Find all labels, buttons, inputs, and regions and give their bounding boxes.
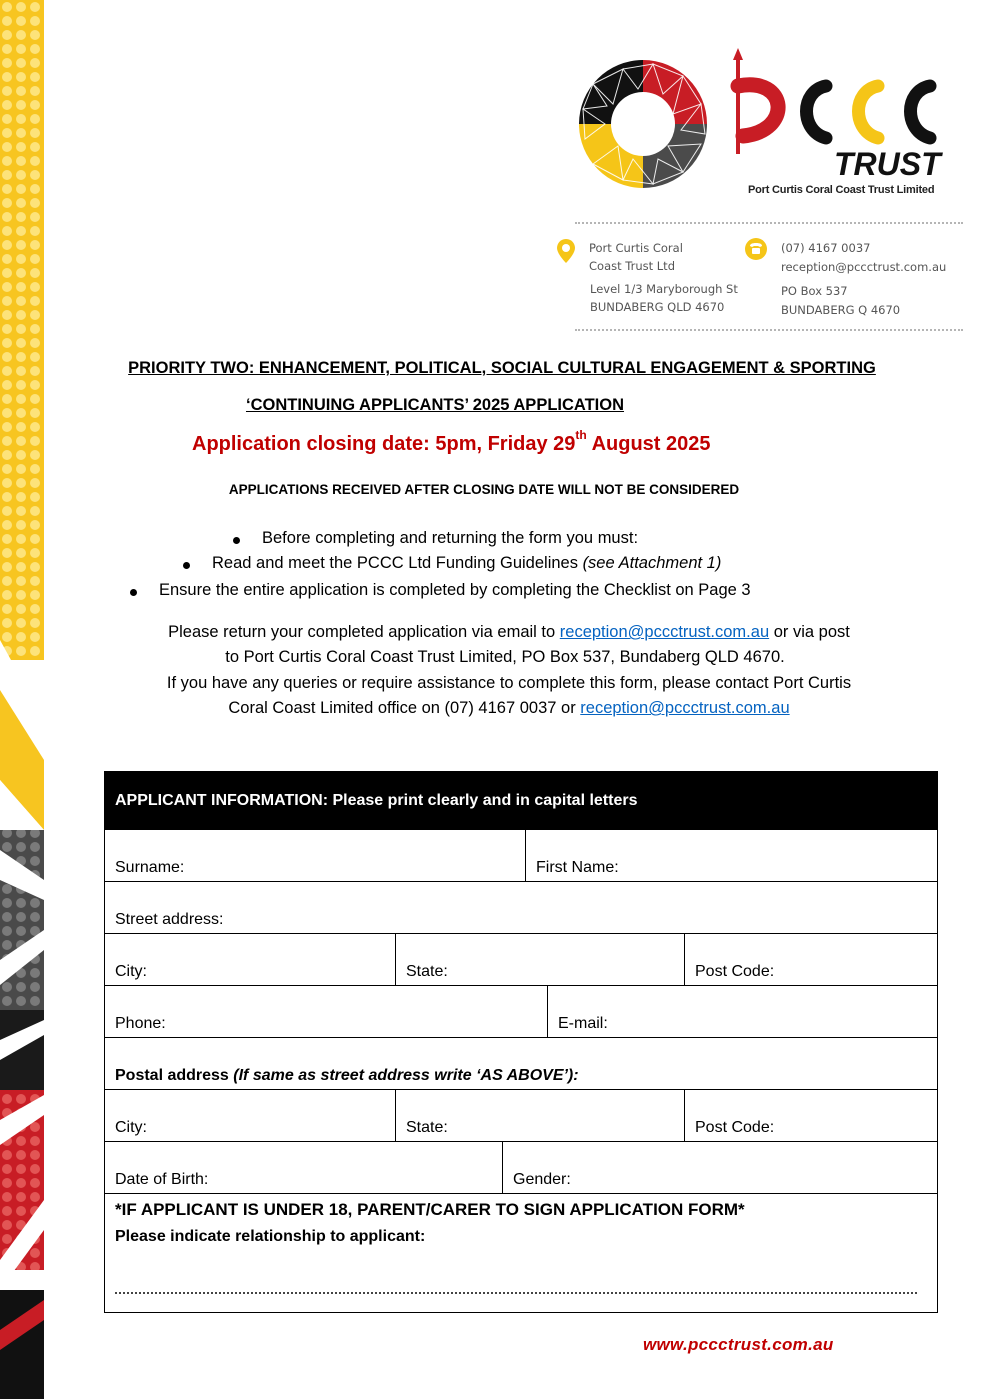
bullet-icon	[130, 589, 137, 596]
street-address-field[interactable]	[105, 882, 937, 933]
instructions-line-1-post: or via post	[769, 623, 850, 641]
contact-po-city: BUNDABERG Q 4670	[781, 303, 901, 317]
post-code-label: Post Code:	[695, 963, 775, 980]
street-address-label: Street address:	[115, 911, 224, 928]
continuing-applicants-heading: ‘CONTINUING APPLICANTS’ 2025 APPLICATION	[245, 396, 625, 414]
postal-address-field[interactable]	[105, 1038, 937, 1089]
postal-city-label: City:	[115, 1119, 147, 1136]
form-row-postal-city	[105, 1089, 937, 1141]
email-link[interactable]: reception@pccctrust.com.au	[580, 699, 790, 717]
closing-date	[192, 428, 711, 456]
email-label: E-mail:	[558, 1015, 608, 1032]
postal-address-label	[115, 1067, 579, 1085]
relationship-label: Please indicate relationship to applicant:	[115, 1228, 426, 1245]
closing-date-suffix: August 2025	[586, 433, 711, 455]
pccc-trust-logo	[578, 46, 950, 206]
contact-bottom-divider	[575, 329, 963, 331]
website-link[interactable]: www.pccctrust.com.au	[643, 1335, 834, 1354]
phone-field[interactable]	[105, 986, 547, 1037]
postal-address-hint: (If same as street address write ‘AS ABOVE’):	[233, 1067, 579, 1084]
decorative-side-band	[0, 0, 44, 1399]
first-name-label: First Name:	[536, 859, 619, 876]
instructions-line-1	[44, 623, 974, 642]
postal-post-code-label: Post Code:	[695, 1119, 775, 1136]
city-label: City:	[115, 963, 147, 980]
contact-address-line1: Level 1/3 Maryborough St	[590, 282, 738, 296]
contact-address-line2: BUNDABERG QLD 4670	[590, 300, 725, 314]
email-field[interactable]	[547, 986, 937, 1037]
city-field[interactable]	[105, 934, 395, 985]
instructions-line-4	[44, 699, 974, 718]
bullet-item-funding-guidelines-text: Read and meet the PCCC Ltd Funding Guidelines	[212, 554, 583, 572]
postal-state-field[interactable]	[395, 1090, 684, 1141]
form-row-street	[105, 881, 937, 933]
postal-address-label-text: Postal address	[115, 1067, 234, 1084]
telephone-icon	[744, 237, 768, 261]
logo-trust-text: TRUST	[834, 146, 941, 182]
closing-date-prefix: Application closing date: 5pm, Friday 29	[192, 433, 576, 455]
form-row-contact	[105, 985, 937, 1037]
first-name-field[interactable]	[525, 830, 937, 881]
form-header: APPLICANT INFORMATION: Please print clearly and in capital letters	[105, 772, 937, 829]
postal-city-field[interactable]	[105, 1090, 395, 1141]
gender-label: Gender:	[513, 1171, 571, 1188]
applicant-information-form	[104, 771, 938, 1313]
bullet-item-funding-guidelines	[212, 554, 721, 573]
instructions-line-1-pre: Please return your completed application via email to	[168, 623, 560, 641]
gender-field[interactable]	[502, 1142, 937, 1193]
bullet-item-before-completing: Before completing and returning the form you must:	[262, 529, 639, 547]
relationship-input-line[interactable]	[115, 1292, 917, 1294]
contact-org-line2: Coast Trust Ltd	[589, 259, 675, 273]
form-row-dob	[105, 1141, 937, 1193]
contact-org-line1: Port Curtis Coral	[589, 241, 683, 255]
surname-label: Surname:	[115, 859, 185, 876]
instructions-line-4-pre: Coral Coast Limited office on (07) 4167 0037 or	[228, 699, 581, 717]
closing-date-ordinal: th	[575, 428, 587, 443]
under-18-section	[105, 1193, 937, 1313]
date-of-birth-label: Date of Birth:	[115, 1171, 209, 1188]
state-field[interactable]	[395, 934, 684, 985]
priority-heading: PRIORITY TWO: ENHANCEMENT, POLITICAL, SOCIAL CULTURAL ENGAGEMENT & SPORTING	[128, 359, 876, 377]
instructions-line-2: to Port Curtis Coral Coast Trust Limited, PO Box 537, Bundaberg QLD 4670.	[225, 648, 785, 666]
bullet-icon	[233, 537, 240, 544]
surname-field[interactable]	[105, 830, 525, 881]
map-pin-icon	[556, 238, 576, 264]
late-applications-warning: APPLICATIONS RECEIVED AFTER CLOSING DATE WILL NOT BE CONSIDERED	[228, 482, 740, 497]
state-label: State:	[406, 963, 448, 980]
phone-label: Phone:	[115, 1015, 166, 1032]
form-row-city	[105, 933, 937, 985]
postal-state-label: State:	[406, 1119, 448, 1136]
bullet-item-checklist: Ensure the entire application is completed by completing the Checklist on Page 3	[159, 581, 751, 599]
postal-post-code-field[interactable]	[684, 1090, 937, 1141]
contact-po-box: PO Box 537	[781, 284, 848, 298]
form-row-postal	[105, 1037, 937, 1089]
contact-email[interactable]: reception@pccctrust.com.au	[781, 260, 947, 274]
attachment-reference: (see Attachment 1)	[582, 554, 722, 572]
under-18-warning: *IF APPLICANT IS UNDER 18, PARENT/CARER TO SIGN APPLICATION FORM*	[115, 1200, 745, 1219]
bullet-icon	[183, 562, 190, 569]
contact-phone: (07) 4167 0037	[781, 241, 871, 255]
contact-top-divider	[575, 222, 963, 224]
form-row-name	[105, 829, 937, 881]
instructions-line-3: If you have any queries or require assistance to complete this form, please contact Port Curtis	[166, 674, 852, 692]
logo-tagline: Port Curtis Coral Coast Trust Limited	[748, 184, 935, 196]
email-link[interactable]: reception@pccctrust.com.au	[559, 623, 770, 641]
post-code-field[interactable]	[684, 934, 937, 985]
date-of-birth-field[interactable]	[105, 1142, 502, 1193]
